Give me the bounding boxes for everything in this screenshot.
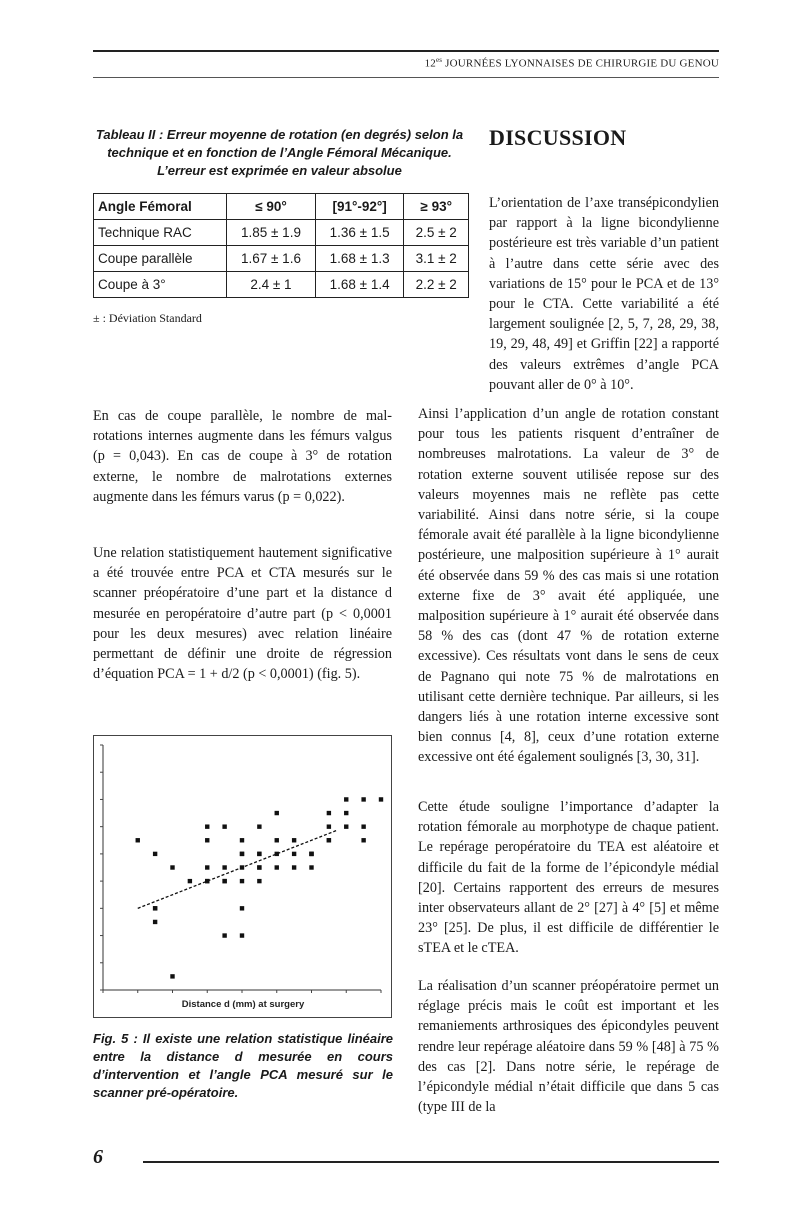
data-point — [292, 838, 296, 842]
data-point — [153, 906, 157, 910]
page-number: 6 — [93, 1146, 103, 1168]
data-point — [240, 933, 244, 937]
data-point — [170, 974, 174, 978]
data-point — [344, 811, 348, 815]
table-cell: 1.85 ± 1.9 — [227, 220, 316, 246]
table-cell: Technique RAC — [94, 220, 227, 246]
data-point — [292, 852, 296, 856]
data-point — [205, 838, 209, 842]
data-point — [153, 852, 157, 856]
table-cell: 1.67 ± 1.6 — [227, 246, 316, 272]
section-heading: DISCUSSION — [489, 125, 627, 150]
table-cell: 1.68 ± 1.4 — [315, 272, 404, 298]
data-point — [257, 824, 261, 828]
table-cell: 2.4 ± 1 — [227, 272, 316, 298]
table-header-row — [94, 194, 469, 220]
figure-caption: Fig. 5 : Il existe une relation statistique linéaire entre la distance d mesurée en cours d’intervention et l’angle PCA mesuré sur le scanner pré-opératoire. — [93, 1031, 393, 1100]
data-point — [275, 865, 279, 869]
data-point — [379, 797, 383, 801]
table-caption: Tableau II : Erreur moyenne de rotation (en degrés) selon la technique et en fonction de l’Angle Fémoral Mécanique. L’erreur est exprimée en valeur absolue — [95, 127, 464, 178]
data-point — [327, 824, 331, 828]
table-cell: 1.36 ± 1.5 — [315, 220, 404, 246]
data-point — [240, 906, 244, 910]
data-point — [188, 879, 192, 883]
right-paragraph-1b: Ainsi l’application d’un angle de rotation constant pour tous les patients risquent d’entraîner de nombreuses malrotations. La valeur de 3° de rotation externe souvent utilisée repose sur des valeurs moyennes mais ne reflète pas cette variabilité. Ainsi dans notre série, si la coupe fémorale avait été parallèle à la ligne bicondylienne postérieure, une malposition supérieure à 1° aurait été observée dans 59 % des cas mais si une rotation externe fixe de 3° avait été appliquée, une malposition supérieure à 1° aurait été observée dans 58 % des cas (dont 47 % de rotation externe excessive). Ces résultats vont dans le sens de ceux de Pagnano qui note 75 % de malrotations en utilisant cette dernière technique. Par ailleurs, si les dangers liés à une rotation interne excessive sont bien connus [4, 8], ceux d’une rotation externe excessive ont été également soulignés [3, 30, 31]. — [418, 406, 719, 766]
data-point — [170, 865, 174, 869]
data-point — [257, 852, 261, 856]
right-paragraph-3: La réalisation d’un scanner préopératoire permet un réglage précis mais le coût est important et les remaniements arthrosiques des épicondyles peuvent rendre leur repérage aléatoire dans 59 % [48] à 75 % des cas [2]. Dans notre série, le repérage de l’épicondyle médial n’était difficile que dans 5 cas (type III de la — [418, 978, 719, 1116]
rotation-error-table — [93, 193, 469, 298]
table-row — [94, 220, 469, 246]
data-point — [361, 824, 365, 828]
left-paragraph-2: Une relation statistiquement hautement significative a été trouvée entre PCA et CTA mesurés sur le scanner préopératoire d’une part et la distance d mesurée en peropératoire d’autre part (p < 0,0001 pour les deux mesures) avec relation linéaire permettant de définir une droite de régression d’équation PCA = 1 + d/2 (p < 0,0001) (fig. 5). — [93, 545, 392, 683]
data-point — [257, 879, 261, 883]
table-cell: 1.68 ± 1.3 — [315, 246, 404, 272]
table-cell: 3.1 ± 2 — [404, 246, 469, 272]
footer-rule — [143, 1161, 719, 1163]
plot-frame — [94, 736, 392, 1018]
table-header: ≥ 93° — [404, 194, 469, 220]
table-cell: 2.5 ± 2 — [404, 220, 469, 246]
data-point — [240, 838, 244, 842]
x-axis-label: Distance d (mm) at surgery — [181, 999, 305, 1010]
table-note: ± : Déviation Standard — [93, 311, 202, 325]
header-rule — [93, 50, 719, 52]
data-point — [309, 865, 313, 869]
data-point — [309, 852, 313, 856]
table-cell: 2.2 ± 2 — [404, 272, 469, 298]
data-point — [153, 920, 157, 924]
table-header: ≤ 90° — [227, 194, 316, 220]
header-title: JOURNÉES LYONNAISES DE CHIRURGIE DU GENOU — [442, 57, 719, 70]
header-edition: 12 — [424, 57, 436, 70]
figure-5 — [93, 735, 392, 1018]
scatter-plot — [93, 735, 392, 1018]
right-paragraph-2: Cette étude souligne l’importance d’adapter la rotation fémorale au morphotype de chaque patient. Le repérage peropératoire du TEA est aléatoire et difficile du fait de la forme de l’épicondyle médial [20]. Certains rapportent des erreurs de mesures inter observateurs allant de 2° [27] à 4° [5] et même 23° [25]. De plus, il est difficile de différentier le sTEA et le cTEA. — [418, 799, 719, 957]
table-row — [94, 272, 469, 298]
data-point — [344, 797, 348, 801]
data-point — [240, 852, 244, 856]
data-point — [292, 865, 296, 869]
data-point — [275, 838, 279, 842]
data-point — [275, 811, 279, 815]
data-point — [222, 933, 226, 937]
table-cell: Coupe parallèle — [94, 246, 227, 272]
data-point — [257, 865, 261, 869]
left-paragraph-1: En cas de coupe parallèle, le nombre de malrotations internes augmente dans les fémurs valgus (p = 0,043). En cas de coupe à 3° de rotation externe, le nombre de malrotations externes augmente dans les fémurs varus (p = 0,022). — [93, 408, 392, 505]
data-point — [136, 838, 140, 842]
table-header: [91°-92°] — [315, 194, 404, 220]
data-point — [327, 838, 331, 842]
table-row — [94, 246, 469, 272]
right-paragraph-1: L’orientation de l’axe transépicondylien par rapport à la ligne bicondylienne postérieure est très variable d’un patient à l’autre dans cette série avec des variations de 15° pour le PCA et de 13° pour le CTA. Cette variabilité a été largement soulignée [2, 5, 7, 28, 29, 38, 19, 29, 48, 49] et Griffin [22] a rapporté des valeurs extrêmes d’angle PCA pouvant aller de 0° à 10°. — [489, 195, 719, 393]
data-point — [205, 865, 209, 869]
header-sup: es — [435, 56, 443, 64]
data-point — [222, 824, 226, 828]
data-point — [344, 824, 348, 828]
header-rule-lower — [93, 77, 719, 78]
data-point — [240, 879, 244, 883]
table-cell: Coupe à 3° — [94, 272, 227, 298]
data-point — [222, 865, 226, 869]
data-point — [361, 838, 365, 842]
running-header — [93, 56, 719, 70]
data-point — [327, 811, 331, 815]
data-point — [205, 824, 209, 828]
data-point — [222, 879, 226, 883]
data-point — [361, 797, 365, 801]
table-header: Angle Fémoral — [94, 194, 227, 220]
